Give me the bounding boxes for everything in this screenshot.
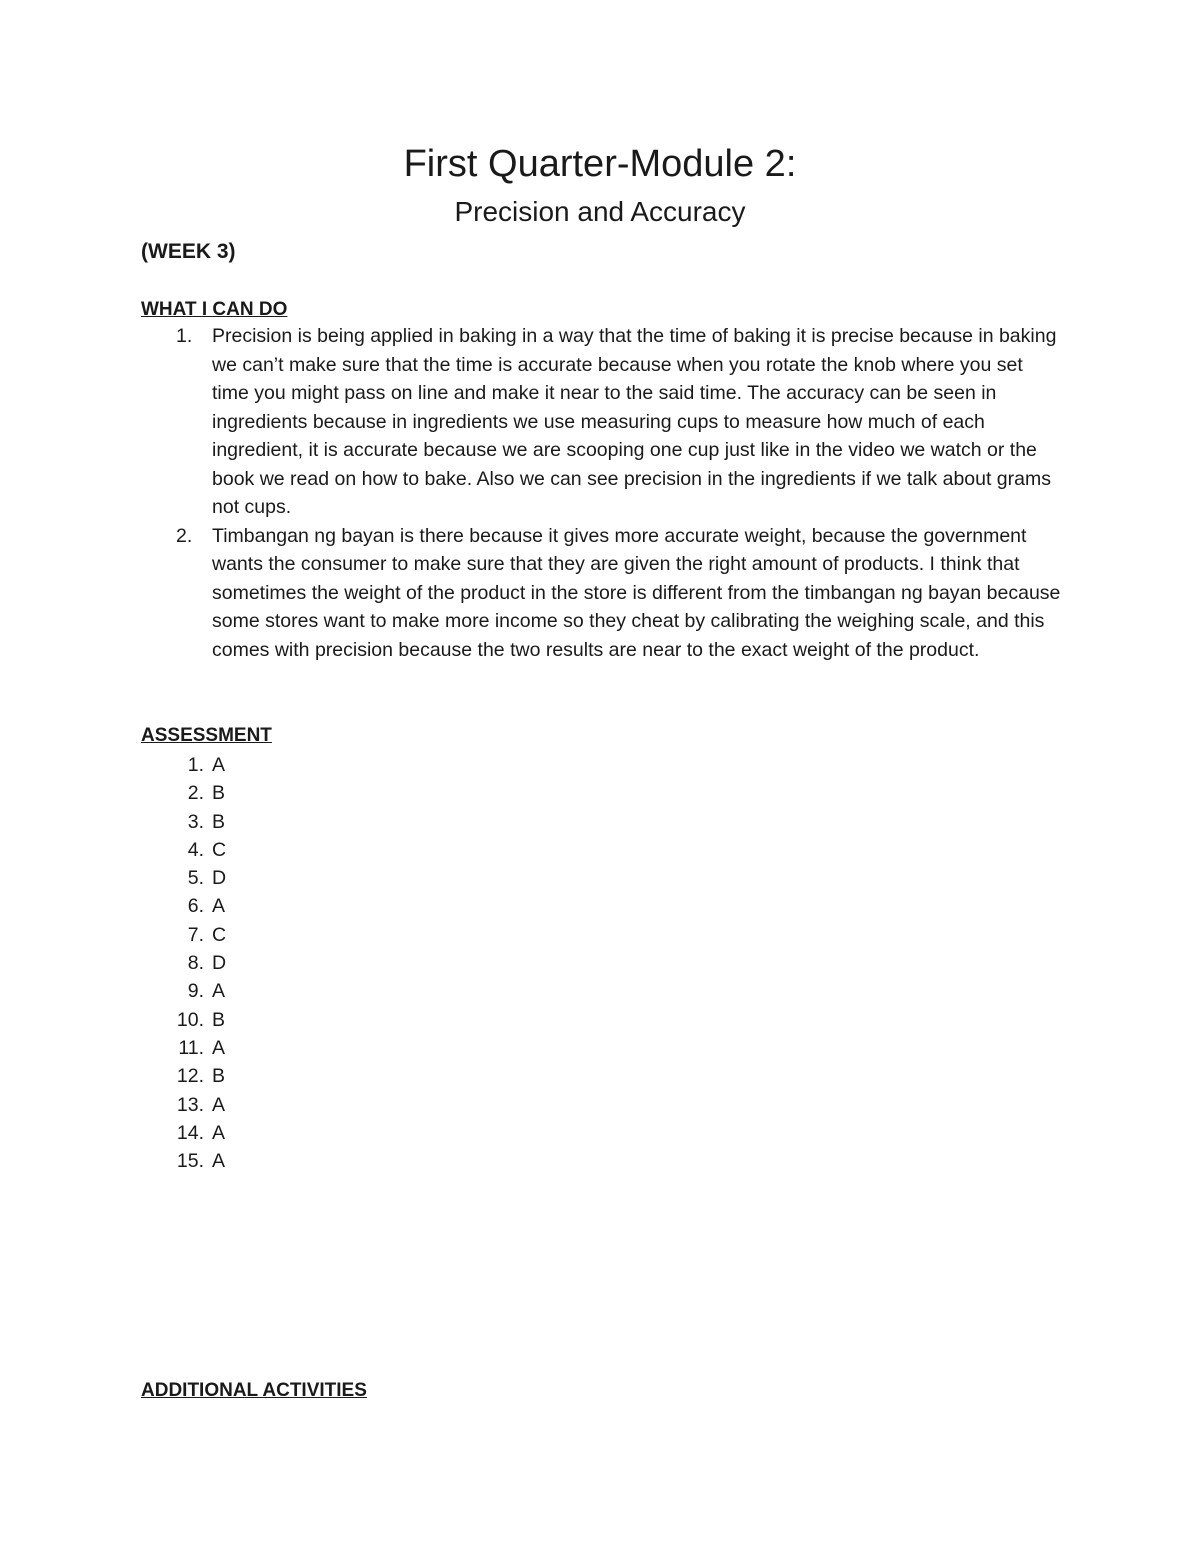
answer-letter: D [212,867,227,890]
answer-letter: A [212,895,226,918]
answer-number: 14. [176,1121,204,1144]
answer-number: 12. [176,1065,204,1088]
answer-number: 15. [176,1150,204,1173]
answer-number: 9. [187,980,204,1003]
answer-number: 5. [187,867,204,890]
what-i-can-do-heading: WHAT I CAN DO [141,299,288,320]
additional-activities-heading: ADDITIONAL ACTIVITIES [141,1380,367,1401]
list-item-text: Timbangan ng bayan is there because it gives more accurate weight, because the government wants the consumer to make sure that they are given the right amount of products. I think that sometimes the weight of the product in the store is different from the timbangan ng bayan because some stores want to make more income so they cheat by calibrating the weighing scale, and this comes with precision because the two results are near to the exact weight of the product. [212,524,1061,661]
list-item [141,322,1061,522]
list-item-number: 1. [176,325,193,347]
list-item-text: Precision is being applied in baking in a way that the time of baking it is precise because in baking we can’t make sure that the time is accurate because when you rotate the knob where you set time you might pass on line and make it near to the said time. The accuracy can be seen in ingredients because in ingredients we use measuring cups to measure how much of each ingredient, it is accurate because we are scooping one cup just like in the video we watch or the book we read on how to bake. Also we can see precision in the ingredients if we talk about grams not cups. [212,325,1057,518]
answer-number: 7. [187,923,204,946]
answer-letter: C [212,838,227,861]
answer-letter: A [212,1093,226,1116]
answer-letter: B [212,1008,226,1031]
answer-letter: A [212,1150,226,1173]
answer-letter: B [212,810,226,833]
answer-letter: D [212,952,227,975]
answer-letter: B [212,1065,226,1088]
list-item [141,522,1061,665]
answer-number: 11. [178,1036,204,1059]
answer-number: 8. [187,952,204,975]
answer-letter: A [212,1036,226,1059]
answer-number: 4. [187,838,204,861]
answer-number: 10. [176,1008,204,1031]
answer-number: 13. [176,1093,204,1116]
answer-letter: A [212,754,226,776]
answer-number: 6. [187,895,204,918]
answer-letter: C [212,923,227,946]
page-subtitle: Precision and Accuracy [454,196,746,227]
answer-letter: A [212,980,226,1003]
answer-number: 1. [187,754,204,776]
page-title: First Quarter-Module 2: [403,143,797,185]
answer-letter: A [212,1121,226,1144]
assessment-heading: ASSESSMENT [141,725,272,746]
answer-letter: B [212,782,226,805]
what-i-can-do-list [141,322,1061,664]
list-item-number: 2. [176,524,193,547]
answer-number: 3. [187,810,204,833]
week-label: (WEEK 3) [141,240,236,263]
answer-number: 2. [187,782,204,805]
